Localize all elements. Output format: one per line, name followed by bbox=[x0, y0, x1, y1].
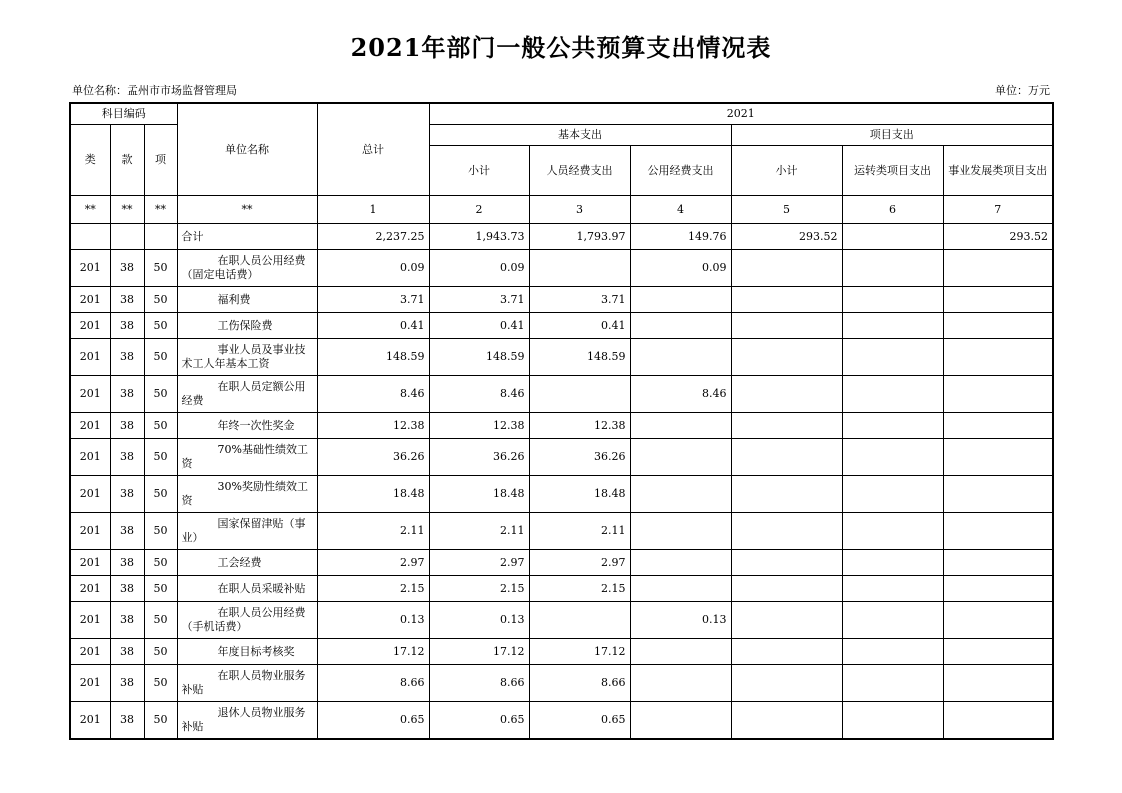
cell-public bbox=[630, 287, 731, 313]
cell-public: 0.09 bbox=[630, 250, 731, 287]
cell-basic-subtotal: 2.11 bbox=[429, 513, 529, 550]
budget-table bbox=[69, 102, 1054, 740]
cell-public bbox=[630, 639, 731, 665]
cell-personnel: 148.59 bbox=[529, 339, 630, 376]
cell-operating bbox=[842, 550, 943, 576]
cell-total: 0.09 bbox=[317, 250, 429, 287]
index-cell: ** bbox=[177, 196, 317, 224]
cell-public bbox=[630, 576, 731, 602]
unit-name-label: 单位名称：孟州市市场监督管理局 bbox=[72, 84, 237, 97]
header-total: 总计 bbox=[317, 103, 429, 196]
cell-development bbox=[943, 665, 1053, 702]
item-name-line1: 年度目标考核奖 bbox=[217, 644, 295, 658]
cell-basic-subtotal: 0.65 bbox=[429, 702, 529, 740]
total-label: 合计 bbox=[177, 224, 317, 250]
cell-project-subtotal bbox=[731, 513, 842, 550]
header-basic-subtotal: 小计 bbox=[429, 146, 529, 196]
cell-item-name bbox=[177, 476, 317, 513]
cell-kuan: 38 bbox=[110, 665, 144, 702]
cell-item-name bbox=[177, 339, 317, 376]
total-operating bbox=[842, 224, 943, 250]
item-name-line1: 年终一次性奖金 bbox=[217, 418, 295, 432]
cell-kuan: 38 bbox=[110, 376, 144, 413]
cell-lei: 201 bbox=[70, 576, 110, 602]
cell-kuan: 38 bbox=[110, 287, 144, 313]
cell-total: 2.11 bbox=[317, 513, 429, 550]
table-row bbox=[70, 339, 1053, 376]
cell-development bbox=[943, 702, 1053, 740]
cell-kuan: 38 bbox=[110, 550, 144, 576]
cell-public bbox=[630, 702, 731, 740]
cell-project-subtotal bbox=[731, 602, 842, 639]
header-personnel: 人员经费支出 bbox=[529, 146, 630, 196]
cell-project-subtotal bbox=[731, 476, 842, 513]
cell-project-subtotal bbox=[731, 550, 842, 576]
cell-item-name bbox=[177, 376, 317, 413]
item-name-line1: 在职人员采暖补贴 bbox=[217, 581, 306, 595]
cell-lei: 201 bbox=[70, 702, 110, 740]
cell-kuan: 38 bbox=[110, 439, 144, 476]
cell-total: 0.65 bbox=[317, 702, 429, 740]
cell-item-name bbox=[177, 513, 317, 550]
cell-item-name bbox=[177, 576, 317, 602]
cell-total: 2.97 bbox=[317, 550, 429, 576]
cell-basic-subtotal: 2.97 bbox=[429, 550, 529, 576]
item-name-line2: 补贴 bbox=[181, 683, 204, 696]
cell-project-subtotal bbox=[731, 339, 842, 376]
header-lei: 类 bbox=[70, 125, 110, 196]
cell-lei: 201 bbox=[70, 550, 110, 576]
cell-operating bbox=[842, 665, 943, 702]
cell-xiang: 50 bbox=[144, 250, 177, 287]
cell-personnel: 8.66 bbox=[529, 665, 630, 702]
index-cell: 1 bbox=[317, 196, 429, 224]
cell-xiang: 50 bbox=[144, 439, 177, 476]
item-name-line2: （手机话费） bbox=[181, 620, 248, 633]
item-name-line1: 在职人员物业服务 bbox=[217, 669, 306, 682]
cell-xiang: 50 bbox=[144, 602, 177, 639]
cell-project-subtotal bbox=[731, 576, 842, 602]
cell-total: 8.46 bbox=[317, 376, 429, 413]
cell-public bbox=[630, 513, 731, 550]
cell-personnel: 3.71 bbox=[529, 287, 630, 313]
cell-operating bbox=[842, 513, 943, 550]
cell-item-name bbox=[177, 439, 317, 476]
index-cell: ** bbox=[110, 196, 144, 224]
cell-lei: 201 bbox=[70, 339, 110, 376]
cell-basic-subtotal: 0.13 bbox=[429, 602, 529, 639]
header-development: 事业发展类项目支出 bbox=[943, 146, 1053, 196]
cell-project-subtotal bbox=[731, 313, 842, 339]
header-operating: 运转类项目支出 bbox=[842, 146, 943, 196]
cell-lei: 201 bbox=[70, 313, 110, 339]
total-project-subtotal: 293.52 bbox=[731, 224, 842, 250]
cell-development bbox=[943, 339, 1053, 376]
cell-operating bbox=[842, 639, 943, 665]
cell-personnel: 0.65 bbox=[529, 702, 630, 740]
cell-personnel: 17.12 bbox=[529, 639, 630, 665]
cell-basic-subtotal: 2.15 bbox=[429, 576, 529, 602]
cell-basic-subtotal: 0.09 bbox=[429, 250, 529, 287]
cell-lei: 201 bbox=[70, 376, 110, 413]
cell-public bbox=[630, 413, 731, 439]
cell-kuan: 38 bbox=[110, 313, 144, 339]
cell-development bbox=[943, 476, 1053, 513]
cell-personnel: 2.15 bbox=[529, 576, 630, 602]
cell-operating bbox=[842, 439, 943, 476]
cell-kuan: 38 bbox=[110, 513, 144, 550]
table-row bbox=[70, 476, 1053, 513]
cell-operating bbox=[842, 313, 943, 339]
cell-personnel: 18.48 bbox=[529, 476, 630, 513]
item-name-line1: 70%基础性绩效工 bbox=[217, 443, 308, 456]
cell-xiang: 50 bbox=[144, 476, 177, 513]
cell-development bbox=[943, 313, 1053, 339]
item-name-line2: 经费 bbox=[181, 394, 204, 407]
cell-development bbox=[943, 513, 1053, 550]
cell-personnel: 2.11 bbox=[529, 513, 630, 550]
cell-operating bbox=[842, 376, 943, 413]
item-name-line1: 在职人员公用经费 bbox=[217, 606, 306, 619]
cell-operating bbox=[842, 413, 943, 439]
cell-project-subtotal bbox=[731, 287, 842, 313]
cell-development bbox=[943, 287, 1053, 313]
cell-personnel: 36.26 bbox=[529, 439, 630, 476]
cell-development bbox=[943, 639, 1053, 665]
cell-xiang: 50 bbox=[144, 513, 177, 550]
item-name-line2: 补贴 bbox=[181, 720, 204, 733]
total-basic-subtotal: 1,943.73 bbox=[429, 224, 529, 250]
header-project: 项目支出 bbox=[731, 125, 1053, 146]
cell-xiang: 50 bbox=[144, 639, 177, 665]
cell-public: 8.46 bbox=[630, 376, 731, 413]
cell-development bbox=[943, 576, 1053, 602]
cell-xiang: 50 bbox=[144, 550, 177, 576]
cell-lei: 201 bbox=[70, 665, 110, 702]
cell-public bbox=[630, 476, 731, 513]
cell-personnel: 12.38 bbox=[529, 413, 630, 439]
table-row bbox=[70, 287, 1053, 313]
cell-project-subtotal bbox=[731, 439, 842, 476]
item-name-line2: 资 bbox=[181, 457, 193, 470]
cell-personnel: 2.97 bbox=[529, 550, 630, 576]
cell-item-name bbox=[177, 413, 317, 439]
cell-operating bbox=[842, 702, 943, 740]
item-name-line1: 在职人员定额公用 bbox=[217, 380, 306, 393]
cell-xiang: 50 bbox=[144, 376, 177, 413]
cell-public: 0.13 bbox=[630, 602, 731, 639]
cell-kuan: 38 bbox=[110, 702, 144, 740]
cell-operating bbox=[842, 602, 943, 639]
item-name-line2: （固定电话费） bbox=[181, 268, 259, 281]
index-cell: ** bbox=[70, 196, 110, 224]
cell-lei: 201 bbox=[70, 476, 110, 513]
cell-operating bbox=[842, 250, 943, 287]
cell-total: 17.12 bbox=[317, 639, 429, 665]
cell-basic-subtotal: 18.48 bbox=[429, 476, 529, 513]
cell-xiang: 50 bbox=[144, 702, 177, 740]
item-name-line1: 工会经费 bbox=[217, 555, 262, 569]
cell-operating bbox=[842, 339, 943, 376]
index-cell: 6 bbox=[842, 196, 943, 224]
cell-operating bbox=[842, 476, 943, 513]
header-basic: 基本支出 bbox=[429, 125, 731, 146]
cell-basic-subtotal: 8.66 bbox=[429, 665, 529, 702]
cell-basic-subtotal: 3.71 bbox=[429, 287, 529, 313]
index-cell: 7 bbox=[943, 196, 1053, 224]
header-xiang: 项 bbox=[144, 125, 177, 196]
cell-project-subtotal bbox=[731, 702, 842, 740]
cell-basic-subtotal: 36.26 bbox=[429, 439, 529, 476]
cell-kuan: 38 bbox=[110, 639, 144, 665]
cell-total: 8.66 bbox=[317, 665, 429, 702]
cell-item-name bbox=[177, 550, 317, 576]
cell-total: 2.15 bbox=[317, 576, 429, 602]
page-title: 2021年部门一般公共预算支出情况表 bbox=[350, 33, 772, 62]
table-row bbox=[70, 576, 1053, 602]
table-row bbox=[70, 702, 1053, 740]
cell-kuan: 38 bbox=[110, 476, 144, 513]
header-kuan: 款 bbox=[110, 125, 144, 196]
cell-item-name bbox=[177, 602, 317, 639]
index-cell: 3 bbox=[529, 196, 630, 224]
cell-xiang: 50 bbox=[144, 313, 177, 339]
total-personnel: 1,793.97 bbox=[529, 224, 630, 250]
header-subject-code: 科目编码 bbox=[70, 103, 177, 125]
item-name-line1: 工伤保险费 bbox=[217, 318, 273, 332]
cell-xiang: 50 bbox=[144, 665, 177, 702]
cell-project-subtotal bbox=[731, 376, 842, 413]
cell-item-name bbox=[177, 250, 317, 287]
cell-kuan: 38 bbox=[110, 339, 144, 376]
cell-project-subtotal bbox=[731, 413, 842, 439]
header-unit-name: 单位名称 bbox=[177, 103, 317, 196]
cell-operating bbox=[842, 576, 943, 602]
header-public: 公用经费支出 bbox=[630, 146, 731, 196]
cell-item-name bbox=[177, 702, 317, 740]
index-cell: ** bbox=[144, 196, 177, 224]
cell-operating bbox=[842, 287, 943, 313]
cell-lei: 201 bbox=[70, 639, 110, 665]
header-project-subtotal: 小计 bbox=[731, 146, 842, 196]
cell-lei: 201 bbox=[70, 439, 110, 476]
cell-basic-subtotal: 0.41 bbox=[429, 313, 529, 339]
cell-lei: 201 bbox=[70, 413, 110, 439]
cell-project-subtotal bbox=[731, 250, 842, 287]
cell-kuan: 38 bbox=[110, 602, 144, 639]
cell-development bbox=[943, 376, 1053, 413]
cell-personnel bbox=[529, 376, 630, 413]
cell-personnel bbox=[529, 250, 630, 287]
total-row bbox=[70, 224, 1053, 250]
table-row bbox=[70, 439, 1053, 476]
table-row bbox=[70, 250, 1053, 287]
cell-public bbox=[630, 313, 731, 339]
cell-development bbox=[943, 439, 1053, 476]
total-development: 293.52 bbox=[943, 224, 1053, 250]
cell-total: 36.26 bbox=[317, 439, 429, 476]
cell-item-name bbox=[177, 287, 317, 313]
cell-lei: 201 bbox=[70, 513, 110, 550]
cell-public bbox=[630, 339, 731, 376]
cell-item-name bbox=[177, 665, 317, 702]
cell-project-subtotal bbox=[731, 665, 842, 702]
cell-total: 0.41 bbox=[317, 313, 429, 339]
cell-development bbox=[943, 550, 1053, 576]
table-row bbox=[70, 639, 1053, 665]
index-cell: 2 bbox=[429, 196, 529, 224]
cell-project-subtotal bbox=[731, 639, 842, 665]
index-cell: 5 bbox=[731, 196, 842, 224]
item-name-line1: 30%奖励性绩效工 bbox=[217, 480, 308, 493]
item-name-line1: 福利费 bbox=[217, 292, 251, 306]
header-year: 2021 bbox=[429, 103, 1053, 125]
cell-total: 12.38 bbox=[317, 413, 429, 439]
cell-lei: 201 bbox=[70, 602, 110, 639]
item-name-line2: 业） bbox=[181, 531, 204, 544]
cell-xiang: 50 bbox=[144, 413, 177, 439]
table-row bbox=[70, 413, 1053, 439]
cell-kuan: 38 bbox=[110, 413, 144, 439]
item-name-line2: 资 bbox=[181, 494, 193, 507]
cell-basic-subtotal: 148.59 bbox=[429, 339, 529, 376]
table-row bbox=[70, 665, 1053, 702]
table-row bbox=[70, 602, 1053, 639]
item-name-line1: 事业人员及事业技 bbox=[217, 343, 306, 356]
cell-kuan: 38 bbox=[110, 250, 144, 287]
cell-development bbox=[943, 250, 1053, 287]
table-row bbox=[70, 513, 1053, 550]
cell-basic-subtotal: 8.46 bbox=[429, 376, 529, 413]
cell-development bbox=[943, 413, 1053, 439]
table-row bbox=[70, 313, 1053, 339]
cell-total: 148.59 bbox=[317, 339, 429, 376]
total-public: 149.76 bbox=[630, 224, 731, 250]
cell-basic-subtotal: 12.38 bbox=[429, 413, 529, 439]
cell-public bbox=[630, 439, 731, 476]
table-row bbox=[70, 376, 1053, 413]
cell-basic-subtotal: 17.12 bbox=[429, 639, 529, 665]
item-name-line1: 在职人员公用经费 bbox=[217, 254, 306, 267]
cell-total: 18.48 bbox=[317, 476, 429, 513]
cell-item-name bbox=[177, 639, 317, 665]
table-row bbox=[70, 550, 1053, 576]
item-name-line1: 退休人员物业服务 bbox=[217, 706, 306, 719]
cell-personnel: 0.41 bbox=[529, 313, 630, 339]
currency-unit-label: 单位：万元 bbox=[995, 84, 1050, 97]
cell-xiang: 50 bbox=[144, 576, 177, 602]
cell-personnel bbox=[529, 602, 630, 639]
item-name-line1: 国家保留津贴（事 bbox=[217, 517, 306, 530]
index-cell: 4 bbox=[630, 196, 731, 224]
cell-total: 0.13 bbox=[317, 602, 429, 639]
cell-lei: 201 bbox=[70, 287, 110, 313]
cell-kuan: 38 bbox=[110, 576, 144, 602]
cell-xiang: 50 bbox=[144, 339, 177, 376]
item-name-line2: 术工人年基本工资 bbox=[181, 357, 270, 370]
total-total: 2,237.25 bbox=[317, 224, 429, 250]
cell-development bbox=[943, 602, 1053, 639]
cell-public bbox=[630, 665, 731, 702]
cell-lei: 201 bbox=[70, 250, 110, 287]
cell-total: 3.71 bbox=[317, 287, 429, 313]
cell-public bbox=[630, 550, 731, 576]
cell-item-name bbox=[177, 313, 317, 339]
cell-xiang: 50 bbox=[144, 287, 177, 313]
